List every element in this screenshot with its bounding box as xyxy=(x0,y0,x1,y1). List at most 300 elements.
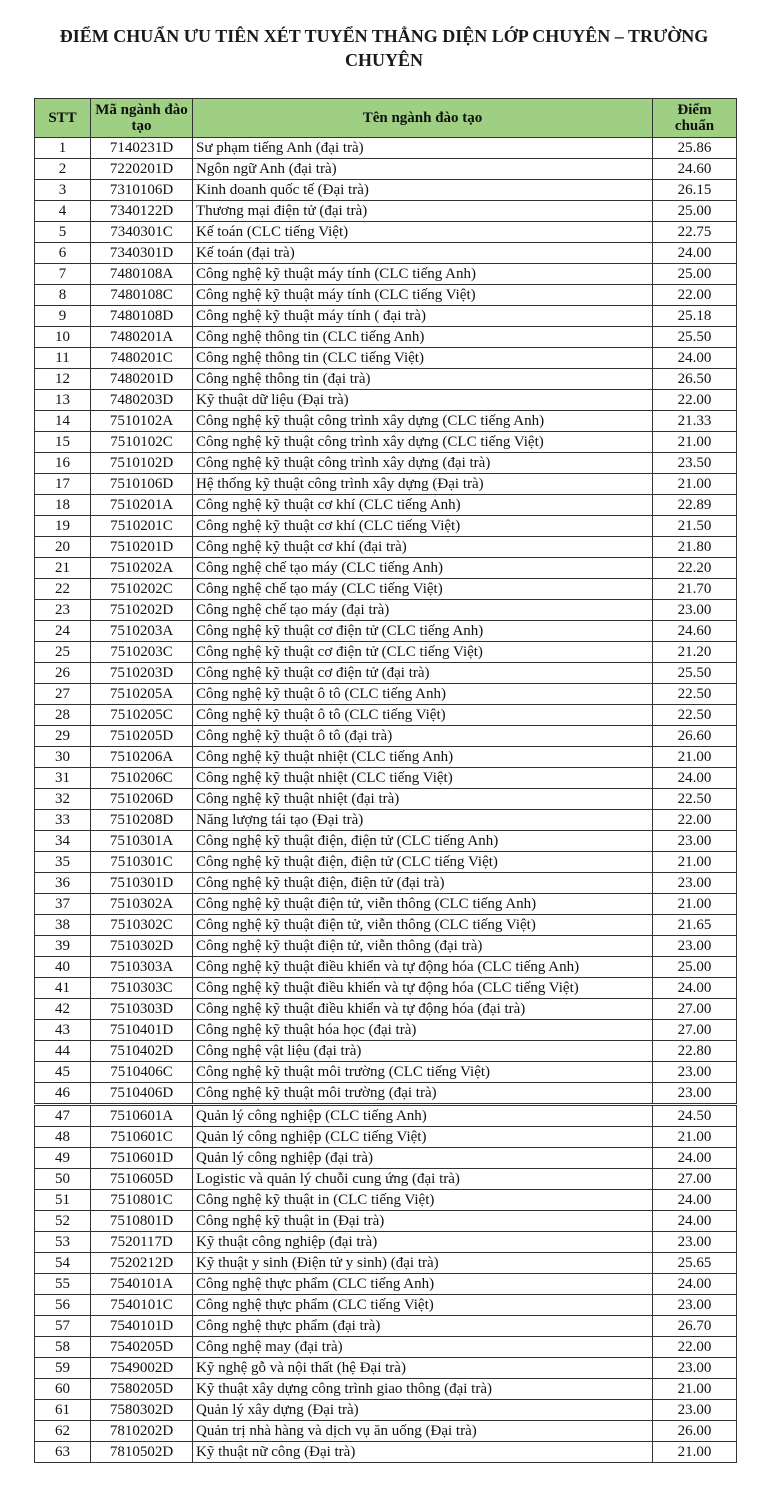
name-cell: Hệ thống kỹ thuật công trình xây dựng (Đại trà) xyxy=(193,474,653,495)
name-cell: Kỹ nghệ gỗ và nội thất (hệ Đại trà) xyxy=(193,1358,653,1379)
name-cell: Công nghệ kỹ thuật cơ điện tử (CLC tiếng Anh) xyxy=(193,621,653,642)
table-row xyxy=(35,747,737,768)
table-row xyxy=(35,1169,737,1190)
code-cell: 7510301C xyxy=(91,852,193,873)
table-row xyxy=(35,852,737,873)
score-cell: 22.00 xyxy=(653,285,737,306)
score-cell: 21.00 xyxy=(653,747,737,768)
code-cell: 7510102A xyxy=(91,411,193,432)
table-row xyxy=(35,327,737,348)
score-cell: 23.00 xyxy=(653,1358,737,1379)
stt-cell: 15 xyxy=(35,432,91,453)
name-cell: Quản lý công nghiệp (CLC tiếng Anh) xyxy=(193,1105,653,1127)
header-score xyxy=(653,99,737,138)
table-row xyxy=(35,810,737,831)
table-row xyxy=(35,390,737,411)
name-cell: Quản lý công nghiệp (CLC tiếng Việt) xyxy=(193,1127,653,1148)
stt-cell: 62 xyxy=(35,1421,91,1442)
code-cell: 7510801D xyxy=(91,1211,193,1232)
score-cell: 22.00 xyxy=(653,810,737,831)
table-row xyxy=(35,915,737,936)
score-cell: 23.50 xyxy=(653,453,737,474)
name-cell: Công nghệ kỹ thuật điện tử, viễn thông (CLC tiếng Anh) xyxy=(193,894,653,915)
name-cell: Công nghệ kỹ thuật ô tô (CLC tiếng Anh) xyxy=(193,684,653,705)
name-cell: Công nghệ kỹ thuật hóa học (đại trà) xyxy=(193,1020,653,1041)
name-cell: Năng lượng tái tạo (Đại trà) xyxy=(193,810,653,831)
code-cell: 7510203A xyxy=(91,621,193,642)
stt-cell: 54 xyxy=(35,1253,91,1274)
stt-cell: 40 xyxy=(35,957,91,978)
code-cell: 7510106D xyxy=(91,474,193,495)
code-cell: 7340301C xyxy=(91,222,193,243)
stt-cell: 23 xyxy=(35,600,91,621)
score-cell: 22.20 xyxy=(653,558,737,579)
code-cell: 7510301A xyxy=(91,831,193,852)
name-cell: Quản lý công nghiệp (đại trà) xyxy=(193,1148,653,1169)
name-cell: Công nghệ thực phẩm (CLC tiếng Anh) xyxy=(193,1274,653,1295)
score-cell: 24.00 xyxy=(653,1190,737,1211)
table-row xyxy=(35,348,737,369)
stt-cell: 53 xyxy=(35,1232,91,1253)
admission-score-table xyxy=(34,98,737,1463)
table-row xyxy=(35,978,737,999)
score-cell: 27.00 xyxy=(653,1020,737,1041)
score-cell: 21.70 xyxy=(653,579,737,600)
name-cell: Kỹ thuật y sinh (Điện tử y sinh) (đại trà) xyxy=(193,1253,653,1274)
code-cell: 7510601D xyxy=(91,1148,193,1169)
score-cell: 26.15 xyxy=(653,180,737,201)
name-cell: Công nghệ kỹ thuật điều khiển và tự động hóa (CLC tiếng Anh) xyxy=(193,957,653,978)
score-cell: 24.00 xyxy=(653,1148,737,1169)
name-cell: Công nghệ kỹ thuật in (Đại trà) xyxy=(193,1211,653,1232)
name-cell: Công nghệ kỹ thuật nhiệt (CLC tiếng Việt) xyxy=(193,768,653,789)
table-row xyxy=(35,1274,737,1295)
name-cell: Công nghệ thông tin (CLC tiếng Anh) xyxy=(193,327,653,348)
table-row xyxy=(35,1232,737,1253)
name-cell: Công nghệ kỹ thuật nhiệt (đại trà) xyxy=(193,789,653,810)
code-cell: 7510203D xyxy=(91,663,193,684)
score-cell: 25.65 xyxy=(653,1253,737,1274)
code-cell: 7510406C xyxy=(91,1062,193,1083)
name-cell: Công nghệ kỹ thuật máy tính ( đại trà) xyxy=(193,306,653,327)
stt-cell: 34 xyxy=(35,831,91,852)
table-row xyxy=(35,474,737,495)
name-cell: Công nghệ thực phẩm (đại trà) xyxy=(193,1316,653,1337)
score-cell: 24.60 xyxy=(653,159,737,180)
score-cell: 25.50 xyxy=(653,663,737,684)
score-cell: 22.89 xyxy=(653,495,737,516)
score-cell: 23.00 xyxy=(653,873,737,894)
stt-cell: 41 xyxy=(35,978,91,999)
table-row xyxy=(35,411,737,432)
stt-cell: 21 xyxy=(35,558,91,579)
score-cell: 25.86 xyxy=(653,138,737,159)
stt-cell: 45 xyxy=(35,1062,91,1083)
score-cell: 21.00 xyxy=(653,432,737,453)
code-cell: 7310106D xyxy=(91,180,193,201)
stt-cell: 30 xyxy=(35,747,91,768)
table-row xyxy=(35,726,737,747)
name-cell: Công nghệ kỹ thuật ô tô (đại trà) xyxy=(193,726,653,747)
stt-cell: 49 xyxy=(35,1148,91,1169)
table-row xyxy=(35,432,737,453)
name-cell: Kế toán (CLC tiếng Việt) xyxy=(193,222,653,243)
score-cell: 22.80 xyxy=(653,1041,737,1062)
name-cell: Công nghệ kỹ thuật điện, điện tử (CLC tiếng Anh) xyxy=(193,831,653,852)
document-title-line-2: CHUYÊN xyxy=(344,50,423,70)
name-cell: Công nghệ kỹ thuật cơ khí (CLC tiếng Anh) xyxy=(193,495,653,516)
stt-cell: 60 xyxy=(35,1379,91,1400)
header-code-line-2: tạo xyxy=(131,118,152,134)
stt-cell: 3 xyxy=(35,180,91,201)
stt-cell: 17 xyxy=(35,474,91,495)
code-cell: 7480201A xyxy=(91,327,193,348)
code-cell: 7540101D xyxy=(91,1316,193,1337)
table-row xyxy=(35,369,737,390)
table-row xyxy=(35,1379,737,1400)
table-row xyxy=(35,1083,737,1105)
name-cell: Công nghệ vật liệu (đại trà) xyxy=(193,1041,653,1062)
stt-cell: 42 xyxy=(35,999,91,1020)
name-cell: Công nghệ kỹ thuật máy tính (CLC tiếng Việt) xyxy=(193,285,653,306)
table-row xyxy=(35,1358,737,1379)
table-row xyxy=(35,936,737,957)
name-cell: Kỹ thuật dữ liệu (Đại trà) xyxy=(193,390,653,411)
header-code xyxy=(91,99,193,138)
code-cell: 7510401D xyxy=(91,1020,193,1041)
stt-cell: 24 xyxy=(35,621,91,642)
score-cell: 25.00 xyxy=(653,957,737,978)
stt-cell: 8 xyxy=(35,285,91,306)
name-cell: Công nghệ thông tin (CLC tiếng Việt) xyxy=(193,348,653,369)
score-cell: 26.50 xyxy=(653,369,737,390)
table-row xyxy=(35,768,737,789)
score-cell: 23.00 xyxy=(653,1232,737,1253)
name-cell: Kế toán (đại trà) xyxy=(193,243,653,264)
code-cell: 7510202A xyxy=(91,558,193,579)
code-cell: 7510303C xyxy=(91,978,193,999)
table-row xyxy=(35,1105,737,1127)
stt-cell: 7 xyxy=(35,264,91,285)
table-row xyxy=(35,138,737,159)
table-row xyxy=(35,957,737,978)
stt-cell: 12 xyxy=(35,369,91,390)
stt-cell: 44 xyxy=(35,1041,91,1062)
code-cell: 7510303A xyxy=(91,957,193,978)
table-header-row xyxy=(35,99,737,138)
stt-cell: 14 xyxy=(35,411,91,432)
stt-cell: 18 xyxy=(35,495,91,516)
code-cell: 7810202D xyxy=(91,1421,193,1442)
stt-cell: 37 xyxy=(35,894,91,915)
score-cell: 21.00 xyxy=(653,1379,737,1400)
header-score-line-1: Điểm xyxy=(677,102,712,118)
code-cell: 7510601A xyxy=(91,1105,193,1127)
code-cell: 7510303D xyxy=(91,999,193,1020)
stt-cell: 63 xyxy=(35,1442,91,1463)
stt-cell: 10 xyxy=(35,327,91,348)
score-cell: 22.00 xyxy=(653,1337,737,1358)
code-cell: 7510302A xyxy=(91,894,193,915)
code-cell: 7340122D xyxy=(91,201,193,222)
score-cell: 21.00 xyxy=(653,894,737,915)
code-cell: 7510206C xyxy=(91,768,193,789)
stt-cell: 61 xyxy=(35,1400,91,1421)
table-row xyxy=(35,516,737,537)
code-cell: 7510206A xyxy=(91,747,193,768)
code-cell: 7510302C xyxy=(91,915,193,936)
stt-cell: 38 xyxy=(35,915,91,936)
code-cell: 7520117D xyxy=(91,1232,193,1253)
table-row xyxy=(35,1190,737,1211)
stt-cell: 43 xyxy=(35,1020,91,1041)
name-cell: Công nghệ kỹ thuật điện, điện tử (CLC tiếng Việt) xyxy=(193,852,653,873)
score-cell: 22.50 xyxy=(653,684,737,705)
table-row xyxy=(35,684,737,705)
stt-cell: 56 xyxy=(35,1295,91,1316)
code-cell: 7480108C xyxy=(91,285,193,306)
score-cell: 27.00 xyxy=(653,999,737,1020)
code-cell: 7140231D xyxy=(91,138,193,159)
table-row xyxy=(35,621,737,642)
stt-cell: 26 xyxy=(35,663,91,684)
score-cell: 23.00 xyxy=(653,936,737,957)
score-cell: 21.00 xyxy=(653,474,737,495)
stt-cell: 39 xyxy=(35,936,91,957)
stt-cell: 36 xyxy=(35,873,91,894)
code-cell: 7510402D xyxy=(91,1041,193,1062)
stt-cell: 16 xyxy=(35,453,91,474)
score-cell: 24.50 xyxy=(653,1105,737,1127)
name-cell: Công nghệ chế tạo máy (CLC tiếng Việt) xyxy=(193,579,653,600)
score-cell: 23.00 xyxy=(653,1295,737,1316)
score-cell: 24.00 xyxy=(653,768,737,789)
name-cell: Công nghệ kỹ thuật cơ điện tử (CLC tiếng Việt) xyxy=(193,642,653,663)
score-cell: 24.00 xyxy=(653,1211,737,1232)
score-cell: 23.00 xyxy=(653,1062,737,1083)
stt-cell: 4 xyxy=(35,201,91,222)
name-cell: Công nghệ kỹ thuật ô tô (CLC tiếng Việt) xyxy=(193,705,653,726)
stt-cell: 9 xyxy=(35,306,91,327)
table-row xyxy=(35,894,737,915)
score-cell: 26.70 xyxy=(653,1316,737,1337)
table-row xyxy=(35,1337,737,1358)
stt-cell: 52 xyxy=(35,1211,91,1232)
header-code-line-1: Mã ngành đào xyxy=(95,102,188,118)
stt-cell: 58 xyxy=(35,1337,91,1358)
table-row xyxy=(35,1400,737,1421)
stt-cell: 11 xyxy=(35,348,91,369)
table-row xyxy=(35,1020,737,1041)
stt-cell: 27 xyxy=(35,684,91,705)
code-cell: 7520212D xyxy=(91,1253,193,1274)
code-cell: 7510201C xyxy=(91,516,193,537)
name-cell: Công nghệ kỹ thuật điện tử, viễn thông (đại trà) xyxy=(193,936,653,957)
table-row xyxy=(35,306,737,327)
score-cell: 21.00 xyxy=(653,1127,737,1148)
name-cell: Công nghệ kỹ thuật điện tử, viễn thông (CLC tiếng Việt) xyxy=(193,915,653,936)
name-cell: Kỹ thuật nữ công (Đại trà) xyxy=(193,1442,653,1463)
code-cell: 7480201D xyxy=(91,369,193,390)
name-cell: Công nghệ kỹ thuật cơ khí (CLC tiếng Việt) xyxy=(193,516,653,537)
table-row xyxy=(35,1295,737,1316)
name-cell: Công nghệ thông tin (đại trà) xyxy=(193,369,653,390)
name-cell: Kinh doanh quốc tế (Đại trà) xyxy=(193,180,653,201)
code-cell: 7580205D xyxy=(91,1379,193,1400)
name-cell: Công nghệ kỹ thuật công trình xây dựng (CLC tiếng Việt) xyxy=(193,432,653,453)
score-cell: 24.00 xyxy=(653,978,737,999)
code-cell: 7549002D xyxy=(91,1358,193,1379)
header-stt: STT xyxy=(35,99,91,138)
name-cell: Công nghệ chế tạo máy (đại trà) xyxy=(193,600,653,621)
score-cell: 23.00 xyxy=(653,1400,737,1421)
code-cell: 7510605D xyxy=(91,1169,193,1190)
code-cell: 7540101A xyxy=(91,1274,193,1295)
table-row xyxy=(35,243,737,264)
name-cell: Công nghệ thực phẩm (CLC tiếng Việt) xyxy=(193,1295,653,1316)
score-cell: 24.00 xyxy=(653,243,737,264)
table-row xyxy=(35,873,737,894)
name-cell: Thương mại điện tử (đại trà) xyxy=(193,201,653,222)
stt-cell: 20 xyxy=(35,537,91,558)
stt-cell: 46 xyxy=(35,1083,91,1105)
stt-cell: 48 xyxy=(35,1127,91,1148)
score-cell: 26.60 xyxy=(653,726,737,747)
name-cell: Công nghệ kỹ thuật nhiệt (CLC tiếng Anh) xyxy=(193,747,653,768)
score-cell: 22.00 xyxy=(653,390,737,411)
stt-cell: 29 xyxy=(35,726,91,747)
table-row xyxy=(35,999,737,1020)
document-title-line-1: ĐIỂM CHUẨN ƯU TIÊN XÉT TUYỂN THẲNG DIỆN LỚP CHUYÊN – TRƯỜNG xyxy=(59,26,709,46)
stt-cell: 6 xyxy=(35,243,91,264)
score-cell: 21.33 xyxy=(653,411,737,432)
stt-cell: 25 xyxy=(35,642,91,663)
stt-cell: 1 xyxy=(35,138,91,159)
table-row xyxy=(35,579,737,600)
code-cell: 7480201C xyxy=(91,348,193,369)
code-cell: 7510203C xyxy=(91,642,193,663)
table-row xyxy=(35,285,737,306)
score-cell: 22.50 xyxy=(653,789,737,810)
table-row xyxy=(35,264,737,285)
score-cell: 23.00 xyxy=(653,1083,737,1105)
code-cell: 7510205D xyxy=(91,726,193,747)
code-cell: 7510205A xyxy=(91,684,193,705)
table-row xyxy=(35,789,737,810)
stt-cell: 31 xyxy=(35,768,91,789)
score-cell: 25.00 xyxy=(653,201,737,222)
table-row xyxy=(35,159,737,180)
score-cell: 25.50 xyxy=(653,327,737,348)
stt-cell: 32 xyxy=(35,789,91,810)
name-cell: Công nghệ kỹ thuật cơ điện tử (đại trà) xyxy=(193,663,653,684)
code-cell: 7810502D xyxy=(91,1442,193,1463)
table-row xyxy=(35,537,737,558)
name-cell: Công nghệ kỹ thuật cơ khí (đại trà) xyxy=(193,537,653,558)
score-cell: 21.00 xyxy=(653,1442,737,1463)
code-cell: 7510201D xyxy=(91,537,193,558)
stt-cell: 22 xyxy=(35,579,91,600)
header-score-line-2: chuẩn xyxy=(674,118,715,134)
code-cell: 7510302D xyxy=(91,936,193,957)
score-cell: 21.00 xyxy=(653,852,737,873)
table-row xyxy=(35,1253,737,1274)
stt-cell: 59 xyxy=(35,1358,91,1379)
score-cell: 26.00 xyxy=(653,1421,737,1442)
score-cell: 21.20 xyxy=(653,642,737,663)
stt-cell: 35 xyxy=(35,852,91,873)
code-cell: 7540101C xyxy=(91,1295,193,1316)
code-cell: 7480203D xyxy=(91,390,193,411)
score-cell: 23.00 xyxy=(653,831,737,852)
score-cell: 24.00 xyxy=(653,348,737,369)
table-row xyxy=(35,663,737,684)
code-cell: 7510601C xyxy=(91,1127,193,1148)
score-cell: 25.00 xyxy=(653,264,737,285)
table-row xyxy=(35,705,737,726)
name-cell: Quản trị nhà hàng và dịch vụ ăn uống (Đại trà) xyxy=(193,1421,653,1442)
name-cell: Công nghệ kỹ thuật công trình xây dựng (CLC tiếng Anh) xyxy=(193,411,653,432)
table-row xyxy=(35,495,737,516)
code-cell: 7510205C xyxy=(91,705,193,726)
code-cell: 7480108D xyxy=(91,306,193,327)
table-row xyxy=(35,1127,737,1148)
name-cell: Kỹ thuật công nghiệp (đại trà) xyxy=(193,1232,653,1253)
table-row xyxy=(35,1041,737,1062)
code-cell: 7580302D xyxy=(91,1400,193,1421)
document-title xyxy=(0,24,768,72)
stt-cell: 33 xyxy=(35,810,91,831)
table-row xyxy=(35,1421,737,1442)
score-cell: 23.00 xyxy=(653,600,737,621)
table-row xyxy=(35,642,737,663)
table-row xyxy=(35,558,737,579)
code-cell: 7510208D xyxy=(91,810,193,831)
code-cell: 7340301D xyxy=(91,243,193,264)
name-cell: Công nghệ may (đại trà) xyxy=(193,1337,653,1358)
code-cell: 7510202C xyxy=(91,579,193,600)
name-cell: Logistic và quản lý chuỗi cung ứng (đại trà) xyxy=(193,1169,653,1190)
table-row xyxy=(35,1442,737,1463)
stt-cell: 57 xyxy=(35,1316,91,1337)
table-row xyxy=(35,1062,737,1083)
stt-cell: 51 xyxy=(35,1190,91,1211)
code-cell: 7510206D xyxy=(91,789,193,810)
score-cell: 22.75 xyxy=(653,222,737,243)
stt-cell: 47 xyxy=(35,1105,91,1127)
table-body xyxy=(35,138,737,1463)
name-cell: Sư phạm tiếng Anh (đại trà) xyxy=(193,138,653,159)
stt-cell: 50 xyxy=(35,1169,91,1190)
score-cell: 21.50 xyxy=(653,516,737,537)
table-row xyxy=(35,1211,737,1232)
stt-cell: 13 xyxy=(35,390,91,411)
name-cell: Công nghệ kỹ thuật in (CLC tiếng Việt) xyxy=(193,1190,653,1211)
stt-cell: 28 xyxy=(35,705,91,726)
table-row xyxy=(35,831,737,852)
code-cell: 7510102D xyxy=(91,453,193,474)
name-cell: Ngôn ngữ Anh (đại trà) xyxy=(193,159,653,180)
stt-cell: 19 xyxy=(35,516,91,537)
score-cell: 25.18 xyxy=(653,306,737,327)
score-cell: 21.80 xyxy=(653,537,737,558)
code-cell: 7510201A xyxy=(91,495,193,516)
code-cell: 7510301D xyxy=(91,873,193,894)
score-cell: 27.00 xyxy=(653,1169,737,1190)
table-row xyxy=(35,1316,737,1337)
code-cell: 7480108A xyxy=(91,264,193,285)
table-row xyxy=(35,222,737,243)
